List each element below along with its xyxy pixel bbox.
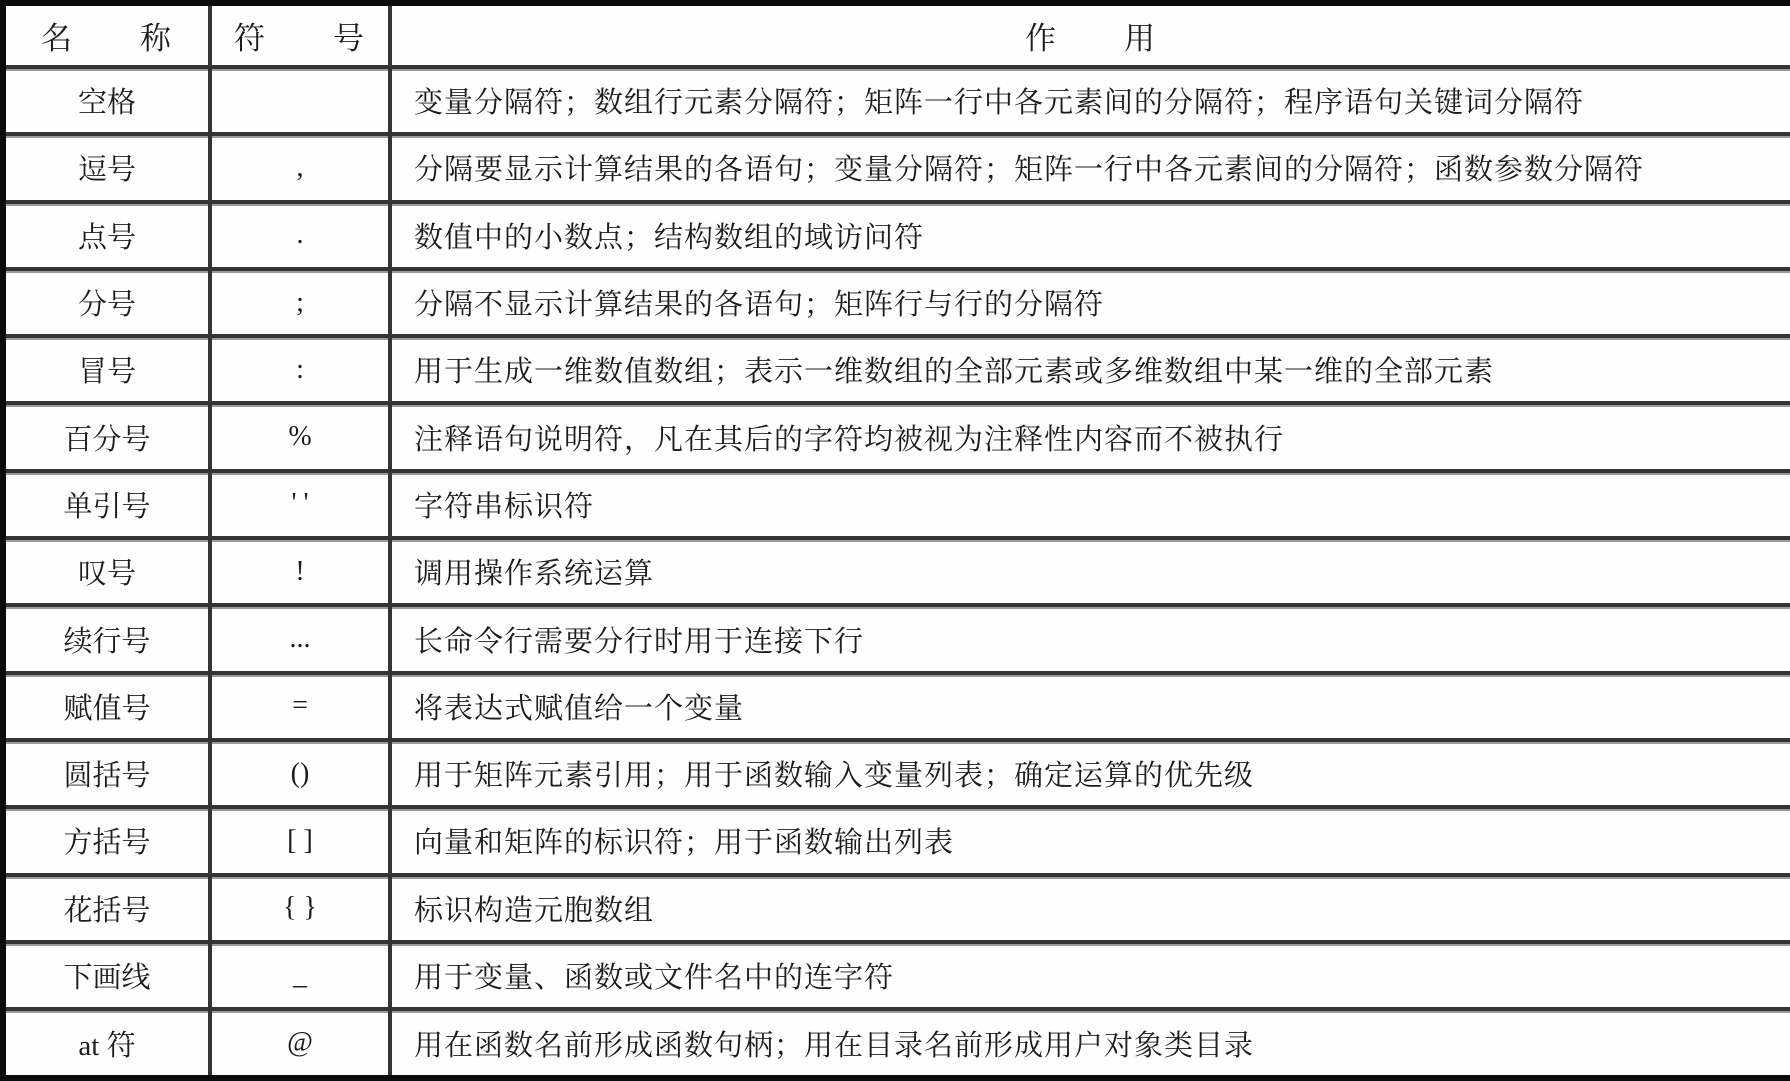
name-cell: 百分号 [3,403,210,470]
table-row [3,605,1790,672]
name-cell: 冒号 [3,336,210,403]
symbol-cell: ! [210,538,390,605]
usage-cell: 将表达式赋值给一个变量 [390,673,1790,740]
table-row [3,471,1790,538]
name-cell: 续行号 [3,605,210,672]
table-row [3,538,1790,605]
table-row [3,875,1790,942]
usage-cell: 数值中的小数点；结构数组的域访问符 [390,202,1790,269]
name-cell: 下画线 [3,942,210,1009]
name-cell: 逗号 [3,134,210,201]
usage-cell: 长命令行需要分行时用于连接下行 [390,605,1790,672]
name-cell: 空格 [3,67,210,134]
header-name: 名 称 [3,3,210,67]
usage-cell: 用于矩阵元素引用；用于函数输入变量列表；确定运算的优先级 [390,740,1790,807]
table-row [3,942,1790,1009]
symbol-cell: @ [210,1009,390,1078]
symbol-cell: , [210,134,390,201]
usage-cell: 分隔不显示计算结果的各语句；矩阵行与行的分隔符 [390,269,1790,336]
usage-cell: 变量分隔符；数组行元素分隔符；矩阵一行中各元素间的分隔符；程序语句关键词分隔符 [390,67,1790,134]
table-row [3,807,1790,874]
usage-cell: 标识构造元胞数组 [390,875,1790,942]
symbol-cell: { } [210,875,390,942]
name-cell: 单引号 [3,471,210,538]
table-row [3,673,1790,740]
name-cell: at 符 [3,1009,210,1078]
table-row [3,740,1790,807]
table-row [3,202,1790,269]
header-usage: 作 用 [390,3,1790,67]
table-row [3,1009,1790,1078]
name-cell: 点号 [3,202,210,269]
usage-cell: 分隔要显示计算结果的各语句；变量分隔符；矩阵一行中各元素间的分隔符；函数参数分隔符 [390,134,1790,201]
symbol-cell: . [210,202,390,269]
usage-cell: 用在函数名前形成函数句柄；用在目录名前形成用户对象类目录 [390,1009,1790,1078]
symbol-cell: [ ] [210,807,390,874]
usage-cell: 向量和矩阵的标识符；用于函数输出列表 [390,807,1790,874]
name-cell: 赋值号 [3,673,210,740]
symbol-cell: = [210,673,390,740]
name-cell: 方括号 [3,807,210,874]
symbol-cell: _ [210,942,390,1009]
header-row [3,3,1790,67]
table-row [3,336,1790,403]
header-symbol: 符 号 [210,3,390,67]
table-row [3,269,1790,336]
name-cell: 圆括号 [3,740,210,807]
symbol-cell: ... [210,605,390,672]
usage-cell: 字符串标识符 [390,471,1790,538]
symbol-cell: % [210,403,390,470]
usage-cell: 用于生成一维数值数组；表示一维数组的全部元素或多维数组中某一维的全部元素 [390,336,1790,403]
table-row [3,67,1790,134]
table-row [3,134,1790,201]
symbol-cell: () [210,740,390,807]
name-cell: 花括号 [3,875,210,942]
name-cell: 叹号 [3,538,210,605]
name-cell: 分号 [3,269,210,336]
usage-cell: 注释语句说明符，凡在其后的字符均被视为注释性内容而不被执行 [390,403,1790,470]
symbol-cell [210,67,390,134]
usage-cell: 调用操作系统运算 [390,538,1790,605]
usage-cell: 用于变量、函数或文件名中的连字符 [390,942,1790,1009]
symbol-cell: ; [210,269,390,336]
symbol-cell: : [210,336,390,403]
table-row [3,403,1790,470]
symbol-cell: ' ' [210,471,390,538]
